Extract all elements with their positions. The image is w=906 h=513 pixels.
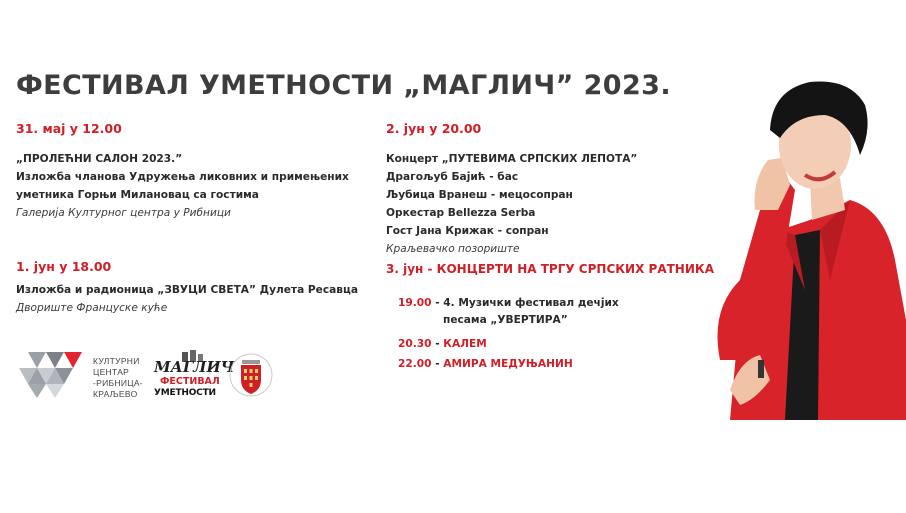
program-1-time: 19.00 [398, 297, 432, 309]
program-1-text: 4. Музички фестивал дечјих [443, 297, 619, 309]
program-3-text: АМИРА МЕДУЊАНИН [443, 358, 573, 370]
program-2-time: 20.30 [398, 338, 432, 350]
festival-logo-festival: ФЕСТИВАЛ [160, 376, 220, 387]
event-2-date: 1. јун у 18.00 [16, 259, 112, 274]
event-1-venue: Галерија Културног центра у Рибници [16, 207, 231, 219]
event-2-title: Изложба и радионица „ЗВУЦИ СВЕТА” Дулета Ресавца [16, 284, 358, 296]
performer-photo [700, 60, 906, 420]
program-2-text: КАЛЕМ [443, 338, 487, 350]
event-1-title: „ПРОЛЕЋНИ САЛОН 2023.” [16, 153, 183, 165]
city-seal-logo [228, 350, 274, 400]
event-3-performer-2: Љубица Вранеш - мецосопран [386, 189, 573, 201]
event-3-performer-1: Драгољуб Бајић - бас [386, 171, 519, 183]
program-3-time: 22.00 [398, 358, 432, 370]
event-3-venue: Краљевачко позориште [386, 243, 520, 255]
program-row-1-cont [443, 314, 568, 326]
event-3-performer-4: Гост Јана Крижак - сопран [386, 225, 549, 237]
festival-logo-umetnosti: УМЕТНОСТИ [154, 388, 216, 398]
event-1-date: 31. мај у 12.00 [16, 121, 122, 136]
event-1-details [16, 150, 349, 222]
event-2-venue: Двориште Француске куће [16, 302, 168, 314]
festival-logo-maglic: МАГЛИЧ [154, 358, 235, 376]
event-3-performer-3: Оркестар Bellezza Serba [386, 207, 536, 219]
kulturni-centar-logo-text: КУЛТУРНИ ЦЕНТАР -РИБНИЦА- КРАЉЕВО [93, 356, 143, 399]
page-title: ФЕСТИВАЛ УМЕТНОСТИ „МАГЛИЧ” 2023. [16, 70, 671, 101]
event-1-desc-line-2: уметника Горњи Милановац са гостима [16, 189, 259, 201]
program-row-3: 22.00 - АМИРА МЕДУЊАНИН [398, 358, 573, 370]
event-4-header: 3. јун - КОНЦЕРТИ НА ТРГУ СРПСКИХ РАТНИКА [386, 262, 714, 276]
event-2-details [16, 281, 358, 317]
program-1-text-2: песама „УВЕРТИРА” [443, 314, 568, 326]
event-1-desc-line-1: Изложба чланова Удружења ликовних и примењених [16, 171, 349, 183]
event-3-date: 2. јун у 20.00 [386, 121, 482, 136]
program-row-1: 19.00 - 4. Музички фестивал дечјих [398, 297, 619, 309]
event-3-title: Концерт „ПУТЕВИМА СРПСКИХ ЛЕПОТА” [386, 153, 638, 165]
event-3-details [386, 150, 637, 258]
program-row-2: 20.30 - КАЛЕМ [398, 338, 487, 350]
